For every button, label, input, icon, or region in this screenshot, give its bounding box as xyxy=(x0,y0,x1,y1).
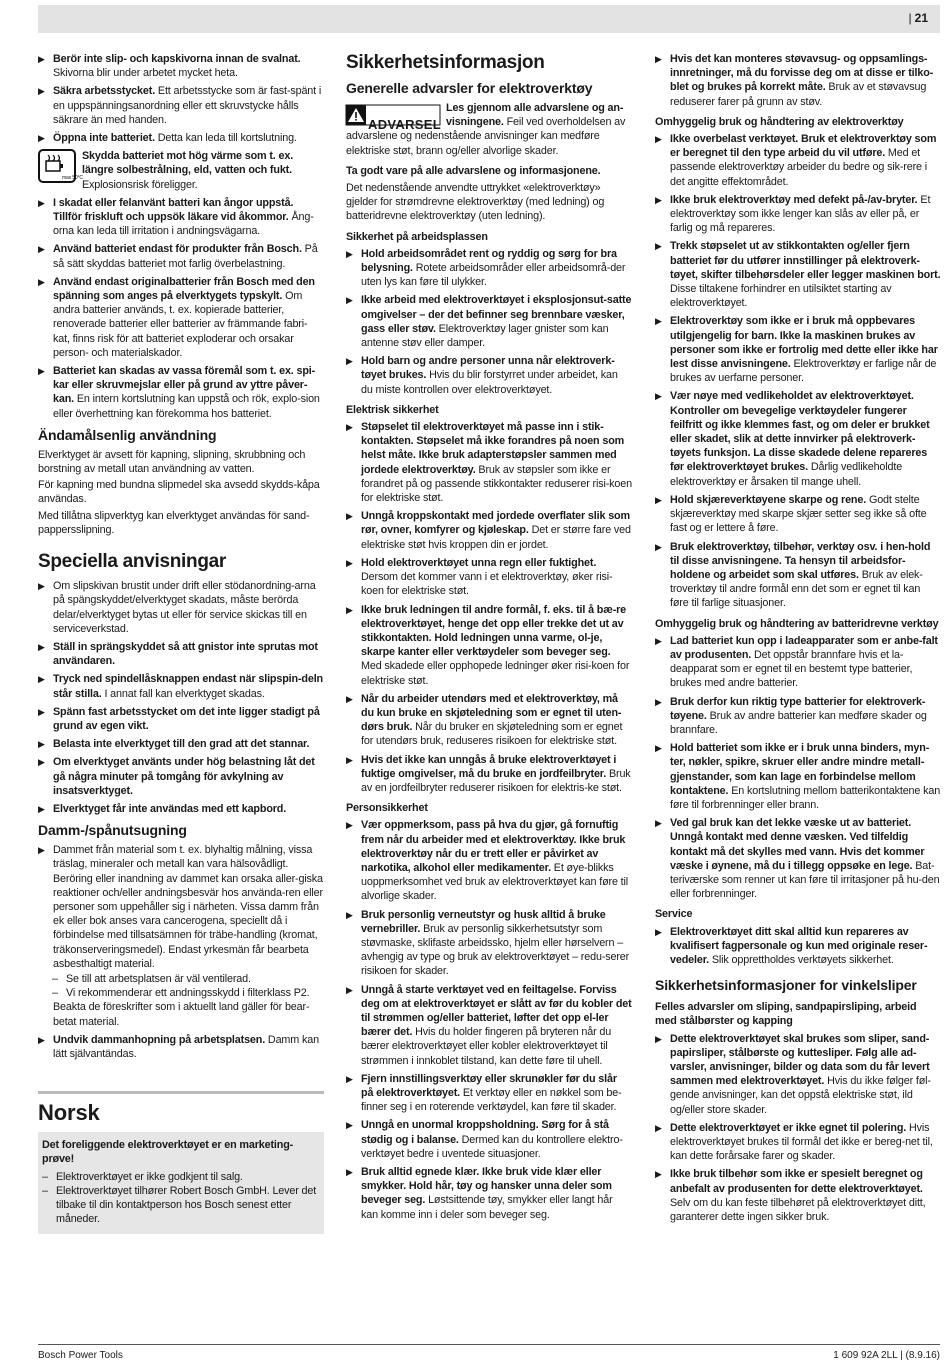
heading-arbeidsplassen: Sikkerhet på arbeidsplassen xyxy=(346,230,488,243)
heading-service: Service xyxy=(655,908,693,921)
list-item: ▶ Elverktyget får inte användas med ett kapbord. xyxy=(38,802,324,816)
list-item: ▶ Dette elektroverktøyet skal brukes som sliper, sand-papirsliper, stålbørste og kuttesliper. Følg alle ad-varsler, anvisninger, bilder og data som du får levert sammen med elektroverktøyet. Hvis du ikke følger føl-gende anvisninger, kan det oppstå elektriske støt, ild og/eller store skader. xyxy=(655,1032,941,1117)
footer-brand: Bosch Power Tools xyxy=(38,1350,123,1361)
list-item: ▶ Hvis det kan monteres støvavsug- og oppsamlings-innretninger, må du forvisse deg om at disse er tilko-blet og brukes på korrekt måte. Bruk av et støvavsug reduserer farer på grunn av støv. xyxy=(655,52,941,109)
header-bar xyxy=(38,5,940,33)
list-item: ▶ Lad batteriet kun opp i ladeapparater som er anbe-falt av produsenten. Det oppstår brannfare hvis et la-deapparat som er egnet til en bestemt type batterier, brukes med andre batterier. xyxy=(655,634,941,691)
list-item: ▶ Öppna inte batteriet. Detta kan leda till kortslutning. xyxy=(38,131,324,145)
dash-item: – Vi rekommenderar ett andningsskydd i filterklass P2. xyxy=(52,986,324,1000)
list-item: ▶ Hold elektroverktøyet unna regn eller fuktighet. Dersom det kommer vann i et elektroverktøy, øker risi-koen for elektriske støt. xyxy=(346,556,632,599)
heading-elektrisk: Elektrisk sikkerhet xyxy=(346,403,439,416)
list-item: ▶ Spänn fast arbetsstycket om det inte ligger stadigt på grund av egen vikt. xyxy=(38,705,324,733)
column-norwegian-2 xyxy=(655,52,941,1228)
paragraph: Med tillåtna slipverktyg kan elverktyget användas för sand-pappersslipning. xyxy=(38,509,310,536)
damm-after: Beakta de föreskrifter som i aktuellt land gäller för bear-betat material. xyxy=(53,1001,310,1028)
list-item: ▶ Hvis det ikke kan unngås å bruke elektroverktøyet i fuktige omgivelser, må du bruke en jordfeilbryter. Bruk av en jordfeilbryter reduserer risikoen for elektris-ke støt. xyxy=(346,753,632,796)
paragraph: Elverktyget är avsett för kapning, slipning, skrubbning och borstning av metall utan användning av vatten. xyxy=(38,448,306,476)
list-item: ▶ Ställ in sprängskyddet så att gnistor inte sprutas mot användaren. xyxy=(38,640,324,668)
list-item: ▶ Bruk personlig verneutstyr og husk alltid å bruke vernebriller. Bruk av personlig sikkerhetsutstyr som støvmaske, sklifaste arbeidssko, hjelm eller hørselvern – avhengig av type og bruk av elektroverktøyet – redu-serer risikoen for skader. xyxy=(346,908,632,979)
list-item: ▶ Trekk støpselet ut av stikkontakten og/eller fjern batteriet før du utfører innstillinger på elektroverk-tøyet, skifter tilbehørsdeler eller legger maskinen bort. Disse tiltakene forhindrer en utilsiktet starting av elektroverktøyet. xyxy=(655,239,941,310)
uttrykket: Det nedenstående anvendte uttrykket «elektroverktøy» gjelder for strømdrevne elektroverktøy (med ledning) og batteridrevne elektroverktøy (uten ledning). xyxy=(346,182,605,223)
list-item: ▶ Ikke arbeid med elektroverktøyet i eksplosjonsut-satte omgivelser – der det befinner seg brennbare væsker, gass eller støv. Elektroverktøy lager gnister som kan antenne støv eller damper. xyxy=(346,293,632,350)
heading-vinkel: Sikkerhetsinformasjoner for vinkelsliper xyxy=(655,977,917,994)
list-item: ▶ Dammet från material som t. ex. blyhaltig målning, vissa träslag, mineraler och metall kan vara hälsovådligt. Beröring eller inandning av dammet kan orsaka aller-giska reaktioner och/eller andningsbesvär hos använda-ren eller personer som uppehåller sig i närheten. Vissa damm från ek eller bok anses vara cancerogena, speciellt då i förbindelse med tillsatsämnen för träbe-handling (kromat, träkonserveringsmedel). Endast yrkesmän får bearbeta asbesthaltigt material. xyxy=(38,843,324,971)
list-item: ▶ Undvik dammanhopning på arbetsplatsen. Damm kan lätt självantändas. xyxy=(38,1033,324,1061)
svg-text:max 50°C: max 50°C xyxy=(62,175,83,182)
heading-felles: Felles advarsler om sliping, sandpapirsliping, arbeid med stålbørster og kapping xyxy=(655,1001,917,1028)
heading-sikkerhet: Sikkerhetsinformasjon xyxy=(346,52,545,73)
list-item: ▶ Elektroverktøy som ikke er i bruk må oppbevares utilgjengelig for barn. Ikke la maskinen brukes av personer som ikke er fortrolig med dette eller ikke har lest disse anvisningene. Elektroverktøy er farlige når de brukes av uerfarne personer. xyxy=(655,314,941,385)
heat-warning xyxy=(38,149,324,192)
column-swedish xyxy=(38,52,324,1234)
heading-omh-elektro: Omhyggelig bruk og håndtering av elektroverktøy xyxy=(655,115,904,128)
list-item: ▶ Tryck ned spindellåsknappen endast när slipspin-deln står stilla. I annat fall kan elverktyget skadas. xyxy=(38,672,324,700)
list-item: ▶ Unngå å starte verktøyet ved en feiltagelse. Forviss deg om at elektroverktøyet er slått av før du kobler det til strømmen og/eller batteriet, løfter det opp el-ler bærer det. Hvis du holder fingeren på bryteren når du bærer elektroverktøyet eller kobler elektroverktøyet til strømmen i innkoblet tilstand, kan dette føre til uhell. xyxy=(346,983,632,1068)
heading-norsk: Norsk xyxy=(38,1100,100,1126)
marketing-sample-box xyxy=(38,1132,324,1234)
list-item: ▶ Om elverktyget använts under hög belastning låt det gå några minuter på tomgång för avkylning av insatsverktyget. xyxy=(38,755,324,798)
list-item: ▶ Bruk alltid egnede klær. Ikke bruk vide klær eller smykker. Hold hår, tøy og hansker unna deler som beveger seg. Løstsittende tøy, smykker eller langt hår kan komme inn i deler som beveger seg. xyxy=(346,1165,632,1222)
list-item: ▶ Berör inte slip- och kapskivorna innan de svalnat. Skivorna blir under arbetet mycket heta. xyxy=(38,52,324,80)
list-item: ▶ Hold barn og andre personer unna når elektroverk-tøyet brukes. Hvis du blir forstyrret under arbeidet, kan du miste kontrollen over elektroverktøyet. xyxy=(346,354,632,397)
footer-rule xyxy=(38,1344,940,1345)
list-item: ▶ Hold batteriet som ikke er i bruk unna binders, myn-ter, nøkler, spikre, skruer eller andre mindre metall-gjenstander, som kan lage en forbindelse mellom kontaktene. En kortslutning mellom batterikontaktene kan føre til forbrenninger eller brann. xyxy=(655,741,941,812)
list-item: ▶ Bruk derfor kun riktig type batterier for elektroverk-tøyene. Bruk av andre batterier kan medføre skader og brannfare. xyxy=(655,695,941,738)
list-item: ▶ Bruk elektroverktøy, tilbehør, verktøy osv. i hen-hold til disse anvisningene. Ta hensyn til arbeidsfor-holdene og arbeidet som skal utføres. Bruk av elek-troverktøy til andre formål enn det som er egnet til kan føre til farlige situasjoner. xyxy=(655,540,941,611)
list-item: ▶ Vær nøye med vedlikeholdet av elektroverktøyet. Kontroller om bevegelige verktøydeler fungerer feilfritt og ikke klemmes fast, og om deler er brukket eller skadet, slik at dette innvirker på elektroverk-tøyets funksjon. La disse skadede delene repareres før elektroverktøyet brukes. Dårlig vedlikeholdte elektroverktøy er årsaken til mange uhell. xyxy=(655,389,941,488)
paragraph: För kapning med bundna slipmedel ska avsedd skydds-kåpa användas. xyxy=(38,479,320,506)
ta-godt-vare: Ta godt vare på alle advarslene og informasjonene. xyxy=(346,164,601,177)
list-item: ▶ Ikke bruk tilbehør som ikke er spesielt beregnet og anbefalt av produsenten for dette elektroverktøyet. Selv om du kan feste tilbehøret på elektroverktøyet ditt, garanterer dette ingen sikker bruk. xyxy=(655,1167,941,1224)
advarsel-block: ADVARSEL Les gjennom alle advarslene og an-visningene. Feil ved overholdelsen av advarslene og nedenstående anvisninger kan medføre elektriske støt, brann og/eller alvorlige skader. xyxy=(346,102,626,157)
list-item: ▶ Säkra arbetsstycket. Ett arbetsstycke som är fast-spänt i en uppspänningsanordning eller ett skruvstycke hålls säkrare än med handen. xyxy=(38,84,324,127)
list-item: ▶ Elektroverktøyet ditt skal alltid kun repareres av kvalifisert fagpersonale og kun med originale reser-vedeler. Slik opprettholdes verktøyets sikkerhet. xyxy=(655,925,941,968)
list-item: ▶ Fjern innstillingsverktøy eller skrunøkler før du slår på elektroverktøyet. Et verktøy eller en nøkkel som be-finner seg i en roterende verktøydel, kan føre til skader. xyxy=(346,1072,632,1115)
advarsel-label: ADVARSEL xyxy=(368,117,441,132)
list-item: ▶ Hold skjæreverktøyene skarpe og rene. Godt stelte skjæreverktøy med skarpe skjær setter seg ikke så ofte fast og er lettere å føre. xyxy=(655,493,941,536)
dash-item: – Se till att arbetsplatsen är väl ventilerad. xyxy=(52,972,324,986)
section-divider xyxy=(38,1091,324,1094)
list-item: ▶ Ikke bruk ledningen til andre formål, f. eks. til å bæ-re elektroverktøyet, henge det opp eller trekke det ut av stikkontakten. Hold ledningen unna varme, ol-je, skarpe kanter eller verktøydeler som beveger seg. Med skadede eller opphopede ledninger øker risi-koen for elektriske støt. xyxy=(346,603,632,688)
dash-item: – Elektroverktøyet tilhører Robert Bosch GmbH. Lever det tilbake til din kontaktperson hos Bosch senest etter måneder. xyxy=(42,1184,319,1227)
list-item: ▶ Ved gal bruk kan det lekke væske ut av batteriet. Unngå kontakt med denne væsken. Ved tilfeldig kontakt må det skylles med vann. Hvis det kommer væske i øynene, må du i tillegg oppsøke en lege. Bat-teriværske som renner ut kan føre til irritasjoner på hu-den eller forbrenninger. xyxy=(655,816,941,901)
box-title: Det foreliggende elektroverktøyet er en marketing-prøve! xyxy=(42,1139,294,1166)
list-item: ▶ Ikke bruk elektroverktøy med defekt på-/av-bryter. Et elektroverktøy som ikke lenger kan slås av eller på, er farlig og må repareres. xyxy=(655,193,941,236)
list-item: ▶ Vær oppmerksom, pass på hva du gjør, gå fornuftig frem når du arbeider med et elektroverktøy. Ikke bruk elektroverktøy når du er trett eller er påvirket av narkotika, alkohol eller medikamenter. Et øye-blikks uoppmerksomhet ved bruk av elektroverktøyet kan føre til alvorlige skader. xyxy=(346,818,632,903)
list-item: ▶ Ikke overbelast verktøyet. Bruk et elektroverktøy som er beregnet til den type arbeid du vil utføre. Med et passende elektroverktøy arbeider du bedre og sik-rere i det angitte effektområdet. xyxy=(655,132,941,189)
column-norwegian-1 xyxy=(346,52,632,1226)
page-number: | 21 xyxy=(908,11,928,25)
heading-andamal: Ändamålsenlig användning xyxy=(38,426,217,443)
list-item: ▶ Använd batteriet endast för produkter från Bosch. På så sätt skyddas batteriet mot farlig överbelastning. xyxy=(38,242,324,270)
heading-damm: Damm-/spånutsugning xyxy=(38,822,187,839)
list-item: ▶ Hold arbeidsområdet rent og ryddig og sørg for bra belysning. Rotete arbeidsområder eller arbeidsområ-der uten lys kan føre til ulykker. xyxy=(346,247,632,290)
dash-item: – Elektroverktøyet er ikke godkjent til salg. xyxy=(42,1170,319,1184)
footer-doc-id: 1 609 92A 2LL | (8.9.16) xyxy=(833,1350,940,1361)
heat-warning-bold: Skydda batteriet mot hög värme som t. ex. längre solbestrålning, eld, vatten och fukt. xyxy=(82,150,294,177)
heat-warning-text: Explosionsrisk föreligger. xyxy=(82,178,198,191)
heat-warning-icon xyxy=(38,149,83,183)
list-item: ▶ Belasta inte elverktyget till den grad att det stannar. xyxy=(38,737,324,751)
heading-person: Personsikkerhet xyxy=(346,802,428,815)
list-item: ▶ Støpselet til elektroverktøyet må passe inn i stik-kontakten. Støpselet må ikke forandres på noen som helst måte. Ikke bruk adapterstøpsler sammen med jordede elektroverktøy. Bruk av støpsler som ikke er forandret på og passende stikkontakter reduserer risi-koen for elektriske støt. xyxy=(346,420,632,505)
heading-speciella: Speciella anvisningar xyxy=(38,551,227,573)
list-item: ▶ Använd endast originalbatterier från Bosch med den spänning som anges på elverktygets typskylt. Om andra batterier används, t. ex. kopierade batterier, renoverade batterier eller batterier av främmande fabri-kat, finns risk för att batteriet exploderar och orsakar person- och materialskador. xyxy=(38,275,324,360)
list-item: ▶ I skadat eller felanvänt batteri kan ångor uppstå. Tillför friskluft och uppsök läkare vid åkommor. Ång-orna kan leda till irritation i andningsvägarna. xyxy=(38,196,324,239)
list-item: ▶ Dette elektroverktøyet er ikke egnet til polering. Hvis elektroverktøyet brukes til formål det ikke er bereg-net til, kan dette forårsake farer og skader. xyxy=(655,1121,941,1164)
heading-generelle: Generelle advarsler for elektroverktøy xyxy=(346,80,593,96)
list-item: ▶ Unngå kroppskontakt med jordede overflater slik som rør, ovner, komfyrer og kjøleskap. Det er større fare ved elektriske støt hvis kroppen din er jordet. xyxy=(346,509,632,552)
heading-omh-batteri: Omhyggelig bruk og håndtering av batteridrevne verktøy xyxy=(655,617,939,630)
list-item: ▶ Batteriet kan skadas av vassa föremål som t. ex. spi-kar eller skruvmejslar eller på grund av yttre påver-kan. En intern kortslutning kan uppstå och rök, explo-sion eller överhettning kan förekomma hos batteriet. xyxy=(38,364,324,421)
list-item: ▶ Når du arbeider utendørs med et elektroverktøy, må du kun bruke en skjøteledning som er egnet til uten-dørs bruk. Når du bruker en skjøteledning som er egnet for utendørs bruk, reduseres risikoen for elektriske støt. xyxy=(346,692,632,749)
list-item: ▶ Unngå en unormal kroppsholdning. Sørg for å stå stødig og i balanse. Dermed kan du kontrollere elektro-verktøyet bedre i uventede situasjoner. xyxy=(346,1118,632,1161)
list-item: ▶ Om slipskivan brustit under drift eller stödanordning-arna på spängskyddet/elverktyget skadats, måste berörda delar/elverktyget bytas ut eller för service skickas till en serviceverkstad. xyxy=(38,579,324,636)
